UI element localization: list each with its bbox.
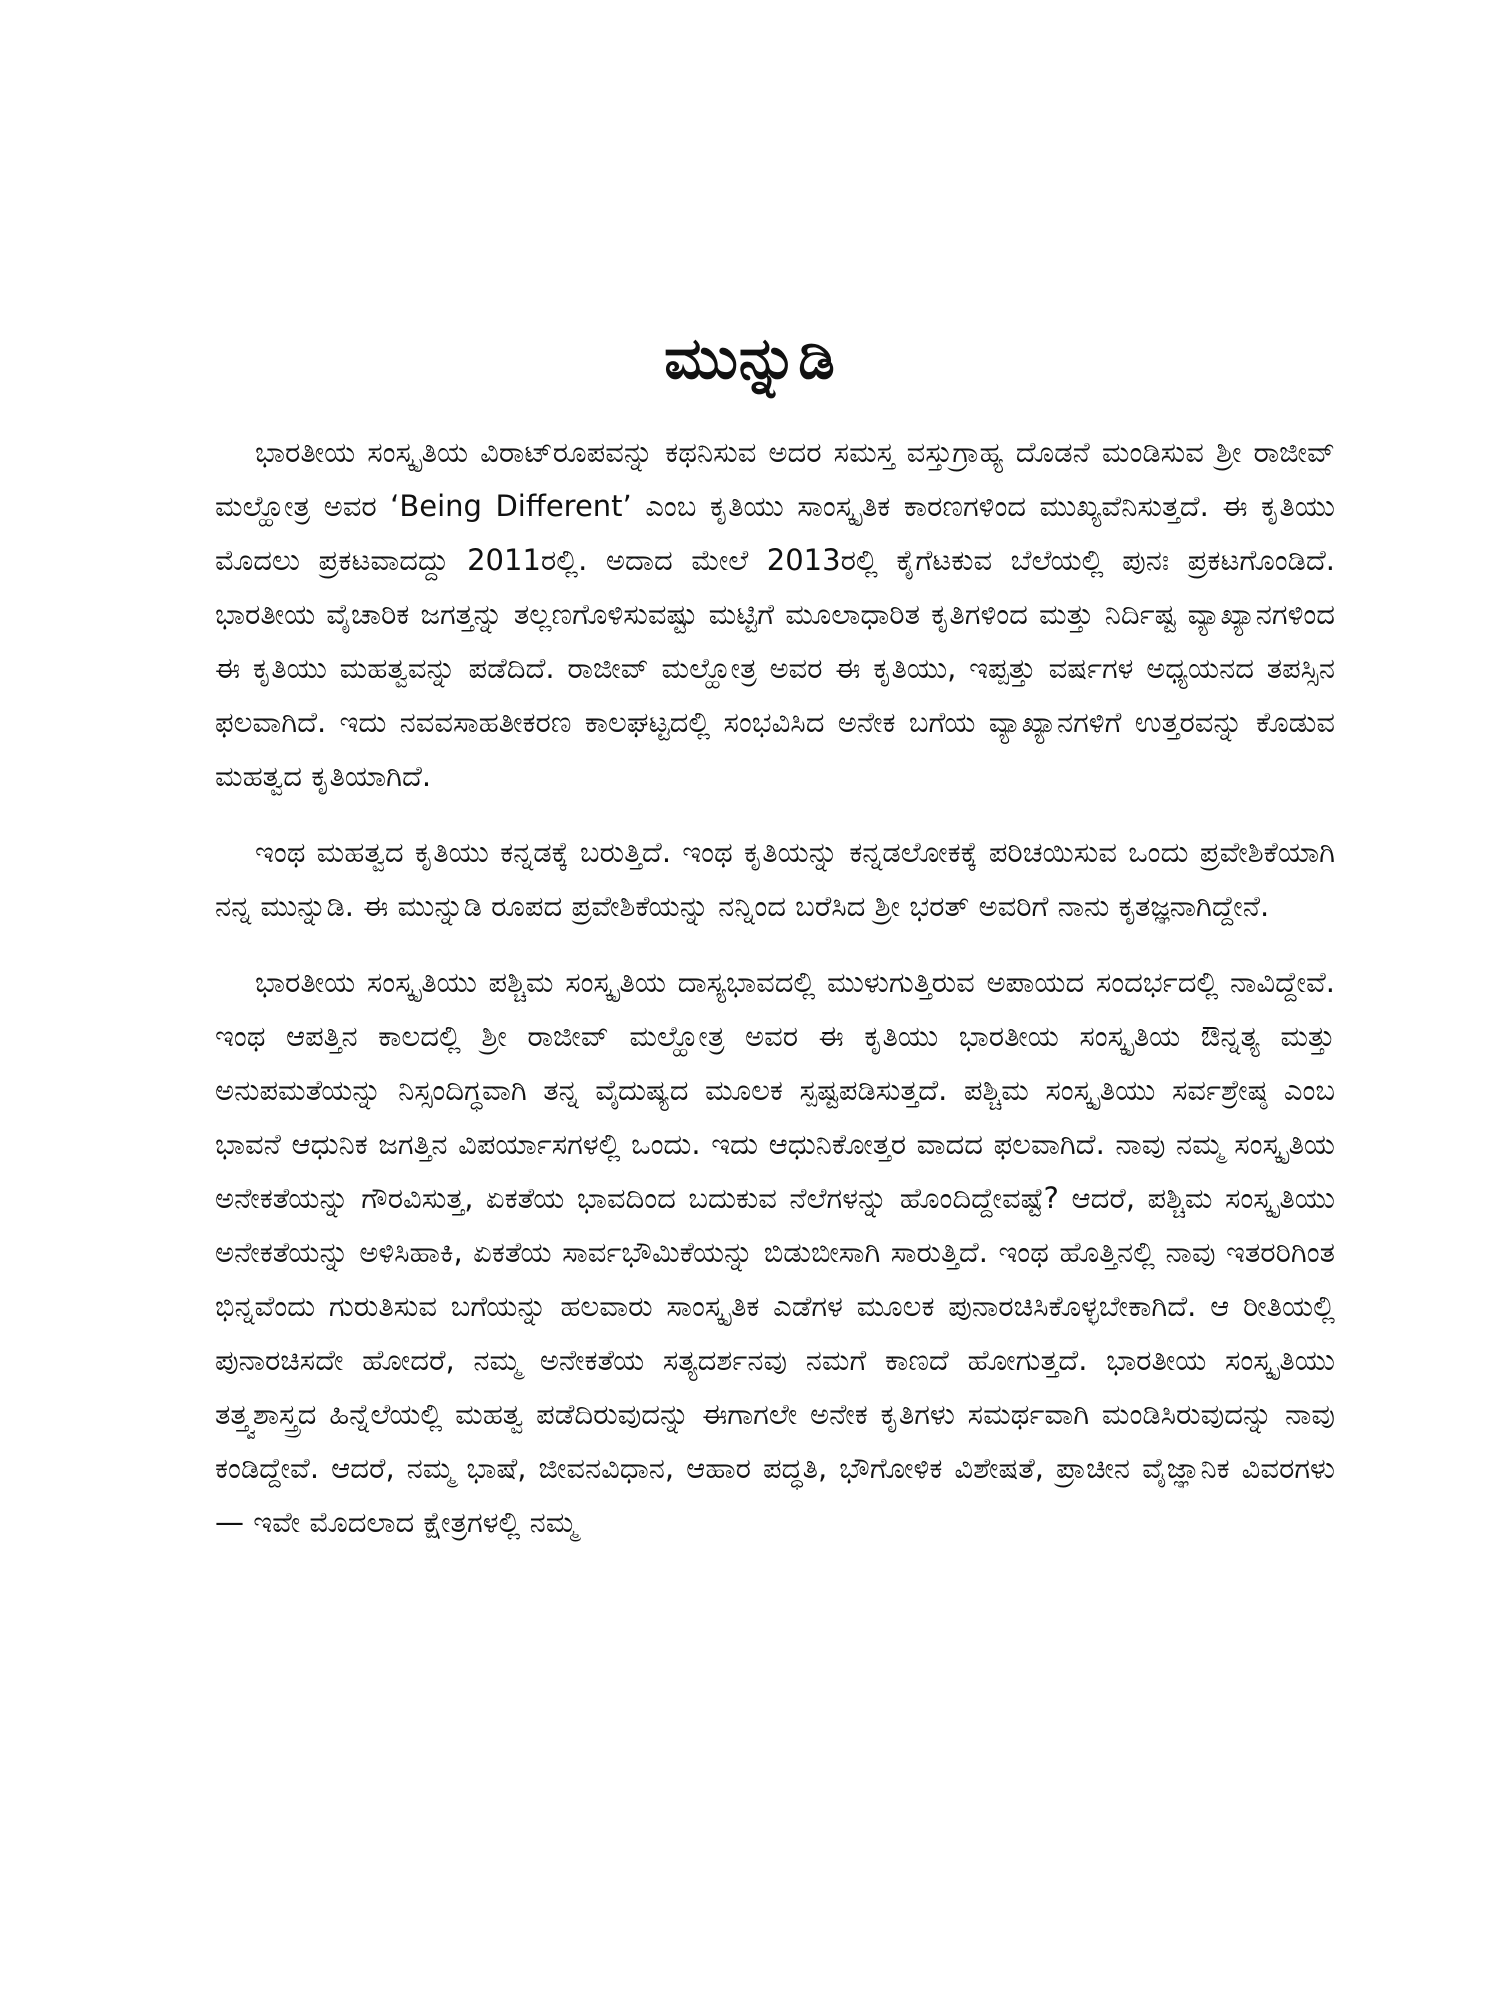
page-title: ಮುನ್ನುಡಿ — [664, 324, 836, 392]
paragraph-3: ಭಾರತೀಯ ಸಂಸ್ಕೃತಿಯು ಪಶ್ಚಿಮ ಸಂಸ್ಕೃತಿಯ ದಾಸ್ಯಭಾವದಲ್ಲಿ ಮುಳುಗುತ್ತಿರುವ ಅಪಾಯದ ಸಂದರ್ಭದಲ್ಲಿ ನಾವಿದ್ದೇವೆ. ಇಂಥ ಆಪತ್ತಿನ ಕಾಲದಲ್ಲಿ ಶ್ರೀ ರಾಜೀವ್ ಮಲ್ಹೋತ್ರ ಅವರ ಈ ಕೃತಿಯು ಭಾರತೀಯ ಸಂಸ್ಕೃತಿಯ ಔನ್ನತ್ಯ ಮತ್ತು ಅನುಪಮತೆಯನ್ನು ನಿಸ್ಸಂದಿಗ್ಧವಾಗಿ ತನ್ನ ವೈದುಷ್ಯದ ಮೂಲಕ ಸ್ಪಷ್ಟಪಡಿಸುತ್ತದೆ. ಪಶ್ಚಿಮ ಸಂಸ್ಕೃತಿಯು ಸರ್ವಶ್ರೇಷ್ಠ ಎಂಬ ಭಾವನೆ ಆಧುನಿಕ ಜಗತ್ತಿನ ವಿಪರ್ಯಾಸಗಳಲ್ಲಿ ಒಂದು. ಇದು ಆಧುನಿಕೋತ್ತರ ವಾದದ ಫಲವಾಗಿದೆ. ನಾವು ನಮ್ಮ ಸಂಸ್ಕೃತಿಯ ಅನೇಕತೆಯನ್ನು ಗೌರವಿಸುತ್ತ, ಏಕತೆಯ ಭಾವದಿಂದ ಬದುಕುವ ನೆಲೆಗಳನ್ನು ಹೊಂದಿದ್ದೇವಷ್ಟೆ? ಆದರೆ, ಪಶ್ಚಿಮ ಸಂಸ್ಕೃತಿಯು ಅನೇಕತೆಯನ್ನು ಅಳಿಸಿಹಾಕಿ, ಏಕತೆಯ ಸಾರ್ವಭೌಮಿಕೆಯನ್ನು ಬಿಡುಬೀಸಾಗಿ ಸಾರುತ್ತಿದೆ. ಇಂಥ ಹೊತ್ತಿನಲ್ಲಿ ನಾವು ಇತರರಿಗಿಂತ ಭಿನ್ನವೆಂದು ಗುರುತಿಸುವ ಬಗೆಯನ್ನು ಹಲವಾರು ಸಾಂಸ್ಕೃತಿಕ ಎಡೆಗಳ ಮೂಲಕ ಪುನಾರಚಿಸಿಕೊಳ್ಳಬೇಕಾಗಿದೆ. ಆ ರೀತಿಯಲ್ಲಿ ಪುನಾರಚಿಸದೇ ಹೋದರೆ, ನಮ್ಮ ಅನೇಕತೆಯ ಸತ್ಯದರ್ಶನವು ನಮಗೆ ಕಾಣದೆ ಹೋಗುತ್ತದೆ. ಭಾರತೀಯ ಸಂಸ್ಕೃತಿಯು ತತ್ತ್ವಶಾಸ್ತ್ರದ ಹಿನ್ನೆಲೆಯಲ್ಲಿ ಮಹತ್ವ ಪಡೆದಿರುವುದನ್ನು ಈಗಾಗಲೇ ಅನೇಕ ಕೃತಿಗಳು ಸಮರ್ಥವಾಗಿ ಮಂಡಿಸಿರುವುದನ್ನು ನಾವು ಕಂಡಿದ್ದೇವೆ. ಆದರೆ, ನಮ್ಮ ಭಾಷೆ, ಜೀವನವಿಧಾನ, ಆಹಾರ ಪದ್ಧತಿ, ಭೌಗೋಳಿಕ ವಿಶೇಷತೆ, ಪ್ರಾಚೀನ ವೈಜ್ಞಾನಿಕ ವಿವರಗಳು — ಇವೇ ಮೊದಲಾದ ಕ್ಷೇತ್ರಗಳಲ್ಲಿ ನಮ್ಮ — [215, 965, 1335, 1539]
paragraph-1: ಭಾರತೀಯ ಸಂಸ್ಕೃತಿಯ ವಿರಾಟ್‌ರೂಪವನ್ನು ಕಥನಿಸುವ ಅದರ ಸಮಸ್ತ ವಸ್ತುಗ್ರಾಹ್ಯ ದೊಡನೆ ಮಂಡಿಸುವ ಶ್ರೀ ರಾಜೀವ್ ಮಲ್ಹೋತ್ರ ಅವರ ‘Being Different’ ಎಂಬ ಕೃತಿಯು ಸಾಂಸ್ಕೃತಿಕ ಕಾರಣಗಳಿಂದ ಮುಖ್ಯವೆನಿಸುತ್ತದೆ. ಈ ಕೃತಿಯು ಮೊದಲು ಪ್ರಕಟವಾದದ್ದು 2011ರಲ್ಲಿ. ಅದಾದ ಮೇಲೆ 2013ರಲ್ಲಿ ಕೈಗೆಟಕುವ ಬೆಲೆಯಲ್ಲಿ ಪುನಃ ಪ್ರಕಟಗೊಂಡಿದೆ. ಭಾರತೀಯ ವೈಚಾರಿಕ ಜಗತ್ತನ್ನು ತಲ್ಲಣಗೊಳಿಸುವಷ್ಟು ಮಟ್ಟಿಗೆ ಮೂಲಾಧಾರಿತ ಕೃತಿಗಳಿಂದ ಮತ್ತು ನಿರ್ದಿಷ್ಟ ವ್ಯಾಖ್ಯಾನಗಳಿಂದ ಈ ಕೃತಿಯು ಮಹತ್ವವನ್ನು ಪಡೆದಿದೆ. ರಾಜೀವ್ ಮಲ್ಹೋತ್ರ ಅವರ ಈ ಕೃತಿಯು, ಇಪ್ಪತ್ತು ವರ್ಷಗಳ ಅಧ್ಯಯನದ ತಪಸ್ಸಿನ ಫಲವಾಗಿದೆ. ಇದು ನವವಸಾಹತೀಕರಣ ಕಾಲಘಟ್ಟದಲ್ಲಿ ಸಂಭವಿಸಿದ ಅನೇಕ ಬಗೆಯ ವ್ಯಾಖ್ಯಾನಗಳಿಗೆ ಉತ್ತರವನ್ನು ಕೊಡುವ ಮಹತ್ವದ ಕೃತಿಯಾಗಿದೆ. — [215, 435, 1335, 793]
paragraph-2: ಇಂಥ ಮಹತ್ವದ ಕೃತಿಯು ಕನ್ನಡಕ್ಕೆ ಬರುತ್ತಿದೆ. ಇಂಥ ಕೃತಿಯನ್ನು ಕನ್ನಡಲೋಕಕ್ಕೆ ಪರಿಚಯಿಸುವ ಒಂದು ಪ್ರವೇಶಿಕೆಯಾಗಿ ನನ್ನ ಮುನ್ನುಡಿ. ಈ ಮುನ್ನುಡಿ ರೂಪದ ಪ್ರವೇಶಿಕೆಯನ್ನು ನನ್ನಿಂದ ಬರೆಸಿದ ಶ್ರೀ ಭರತ್ ಅವರಿಗೆ ನಾನು ಕೃತಜ್ಞನಾಗಿದ್ದೇನೆ. — [215, 835, 1335, 923]
body-text — [215, 425, 1335, 1571]
